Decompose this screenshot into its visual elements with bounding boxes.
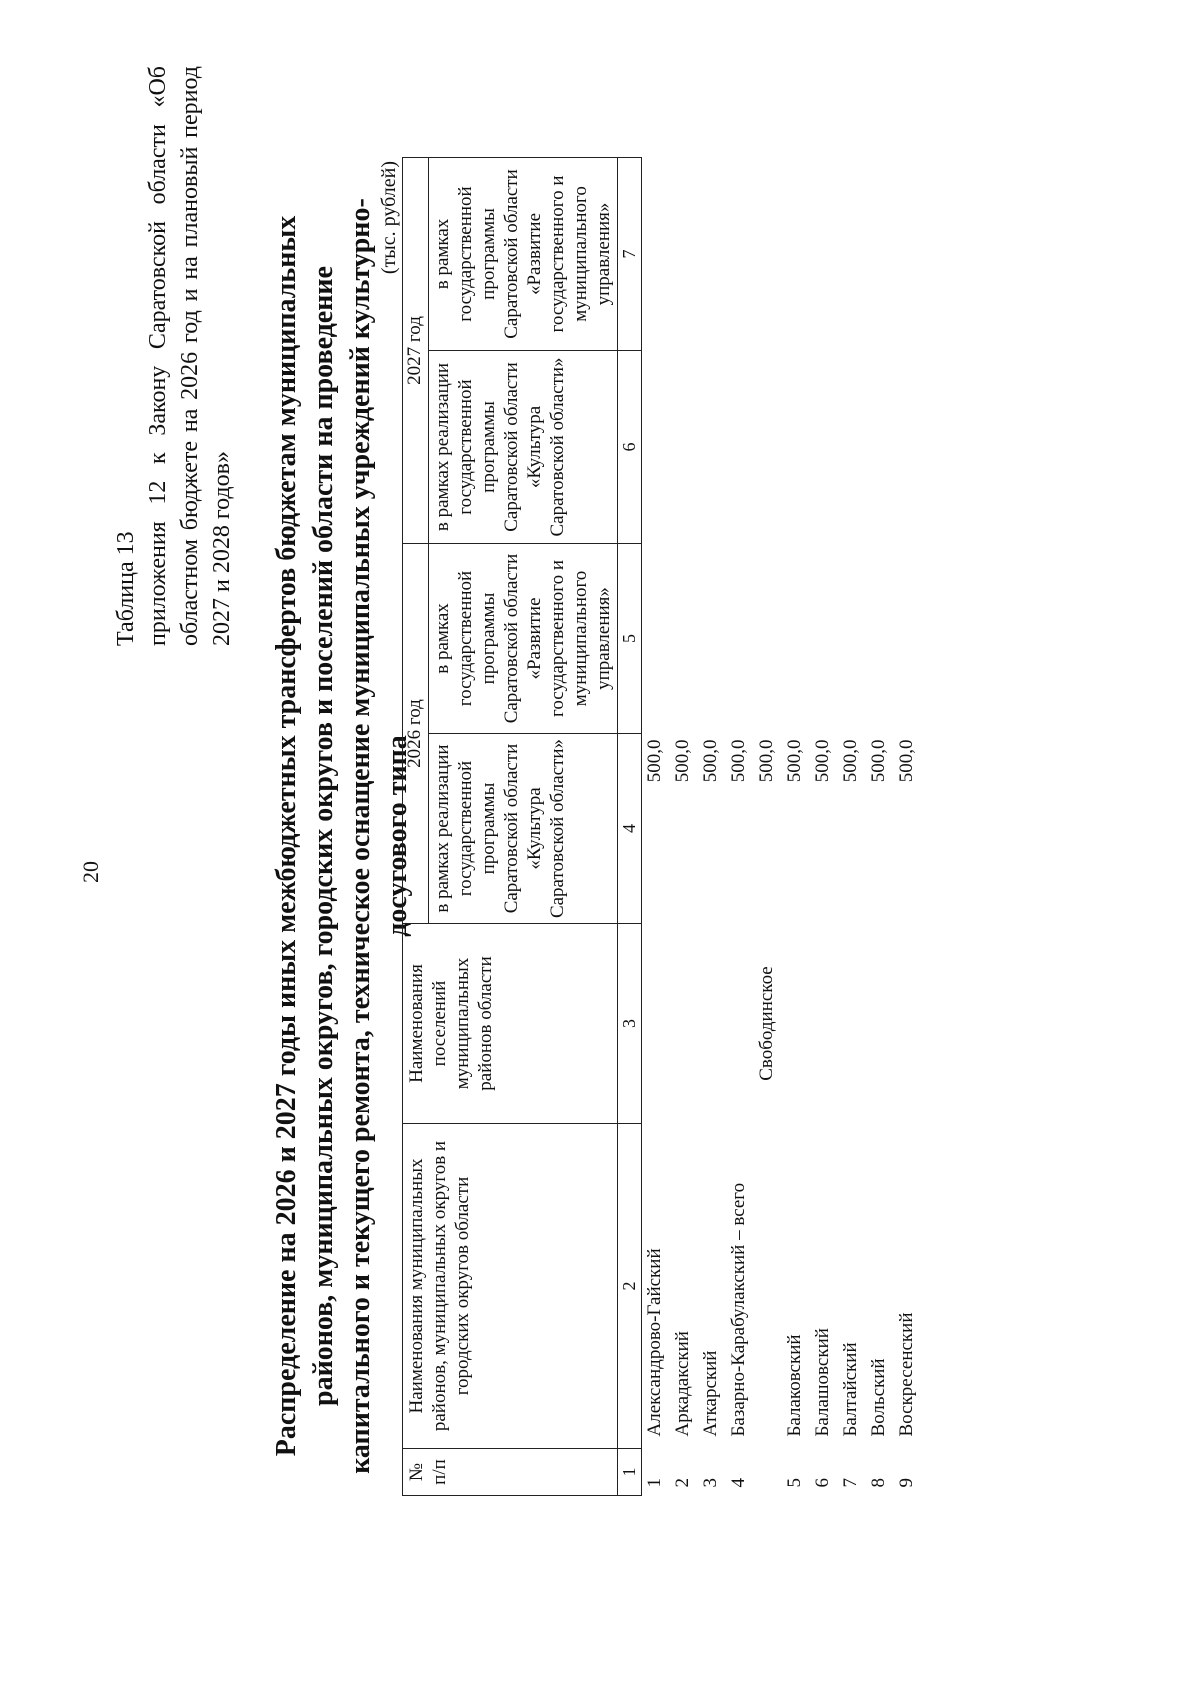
settlement-name bbox=[642, 924, 670, 1124]
column-number-2: 2 bbox=[618, 1124, 642, 1449]
table-row bbox=[698, 157, 726, 1495]
header-year-2026: 2026 год bbox=[403, 543, 429, 923]
table-row bbox=[726, 157, 754, 1495]
caption-text: приложения 12 к Закону Саратовской области «Об областном бюджете на 2026 год и на плановый период 2027 и 2028 годов» bbox=[145, 66, 235, 646]
page-number: 20 bbox=[78, 861, 103, 883]
district-name: Вольский bbox=[867, 1358, 889, 1437]
value-2026-culture: 500,0 bbox=[699, 739, 721, 783]
settlement-name bbox=[670, 924, 698, 1124]
row-number: 9 bbox=[895, 1478, 917, 1488]
table-row bbox=[810, 157, 838, 1495]
district-name: Воскресенский bbox=[895, 1312, 917, 1437]
district-name: Базарно-Карабулакский – всего bbox=[727, 1182, 749, 1437]
value-2026-culture: 500,0 bbox=[867, 739, 889, 783]
row-number: 8 bbox=[867, 1478, 889, 1488]
value-2026-culture: 500,0 bbox=[671, 739, 693, 783]
row-number: 5 bbox=[783, 1478, 805, 1488]
value-2026-culture: 500,0 bbox=[783, 739, 805, 783]
table-caption bbox=[110, 66, 238, 646]
caption-title: Таблица 13 bbox=[113, 531, 139, 646]
header-2026-governance: в рамках государственной программы Саратовской области «Развитие государственного и муниципального управления» bbox=[429, 543, 618, 733]
value-2026-culture: 500,0 bbox=[755, 739, 777, 783]
settlement-name bbox=[894, 924, 922, 1124]
table-row bbox=[642, 157, 670, 1495]
row-number: 1 bbox=[644, 1478, 665, 1488]
table-row bbox=[670, 157, 698, 1495]
district-name: Балашовский bbox=[811, 1328, 833, 1437]
district-name: Балаковский bbox=[783, 1334, 805, 1437]
value-2026-culture: 500,0 bbox=[895, 739, 917, 783]
header-settlement: Наименования поселений муниципальных районов области bbox=[403, 924, 618, 1124]
district-name: Балтайский bbox=[839, 1342, 861, 1437]
district-name: Александрово-Гайский bbox=[644, 1248, 665, 1437]
settlement-name bbox=[810, 924, 838, 1124]
district-name: Аркадакский bbox=[671, 1331, 693, 1437]
value-2026-culture: 500,0 bbox=[727, 739, 749, 783]
row-number: 3 bbox=[699, 1478, 721, 1488]
header-2027-governance: в рамках государственной программы Саратовской области «Развитие государственного и муниципального управления» bbox=[429, 157, 618, 350]
table-row bbox=[866, 157, 894, 1495]
column-number-6: 6 bbox=[618, 350, 642, 543]
header-district: Наименования муниципальных районов, муниципальных округов и городских округов области bbox=[403, 1124, 618, 1449]
header-number: № п/п bbox=[403, 1449, 618, 1496]
district-name bbox=[754, 1124, 782, 1449]
value-2026-culture: 500,0 bbox=[811, 739, 833, 783]
settlement-name: Свободинское bbox=[755, 966, 777, 1081]
column-number-4: 4 bbox=[618, 734, 642, 924]
column-number-7: 7 bbox=[618, 157, 642, 350]
document-title: Распределение на 2026 и 2027 годы иных межбюджетных трансфертов бюджетам муниципальных районов, муниципальных округов, городских округов и поселений области на проведение капитального и текущего ремонта, техническое оснащение муниципальных учреждений культурно-досугового типа bbox=[271, 198, 413, 1474]
budget-table bbox=[402, 157, 922, 1496]
value-2026-culture: 500,0 bbox=[644, 739, 665, 783]
row-number: 6 bbox=[811, 1478, 833, 1488]
table-row bbox=[894, 157, 922, 1495]
units-note: (тыс. рублей) bbox=[378, 161, 400, 275]
table-row bbox=[754, 157, 782, 1495]
row-number bbox=[754, 1449, 782, 1496]
table-row bbox=[782, 157, 810, 1495]
settlement-name bbox=[698, 924, 726, 1124]
settlement-name bbox=[782, 924, 810, 1124]
settlement-name bbox=[726, 924, 754, 1124]
header-2027-culture: в рамках реализации государственной программы Саратовской области «Культура Саратовской области» bbox=[429, 350, 618, 543]
row-number: 7 bbox=[839, 1478, 861, 1488]
settlement-name bbox=[866, 924, 894, 1124]
value-2026-culture: 500,0 bbox=[839, 739, 861, 783]
row-number: 4 bbox=[727, 1478, 749, 1488]
column-number-1: 1 bbox=[618, 1449, 642, 1496]
column-number-5: 5 bbox=[618, 543, 642, 733]
district-name: Аткарский bbox=[699, 1350, 721, 1437]
settlement-name bbox=[838, 924, 866, 1124]
table-row bbox=[838, 157, 866, 1495]
header-year-2027: 2027 год bbox=[403, 157, 429, 543]
header-2026-culture: в рамках реализации государственной программы Саратовской области «Культура Саратовской области» bbox=[429, 734, 618, 924]
row-number: 2 bbox=[671, 1478, 693, 1488]
column-number-3: 3 bbox=[618, 924, 642, 1124]
